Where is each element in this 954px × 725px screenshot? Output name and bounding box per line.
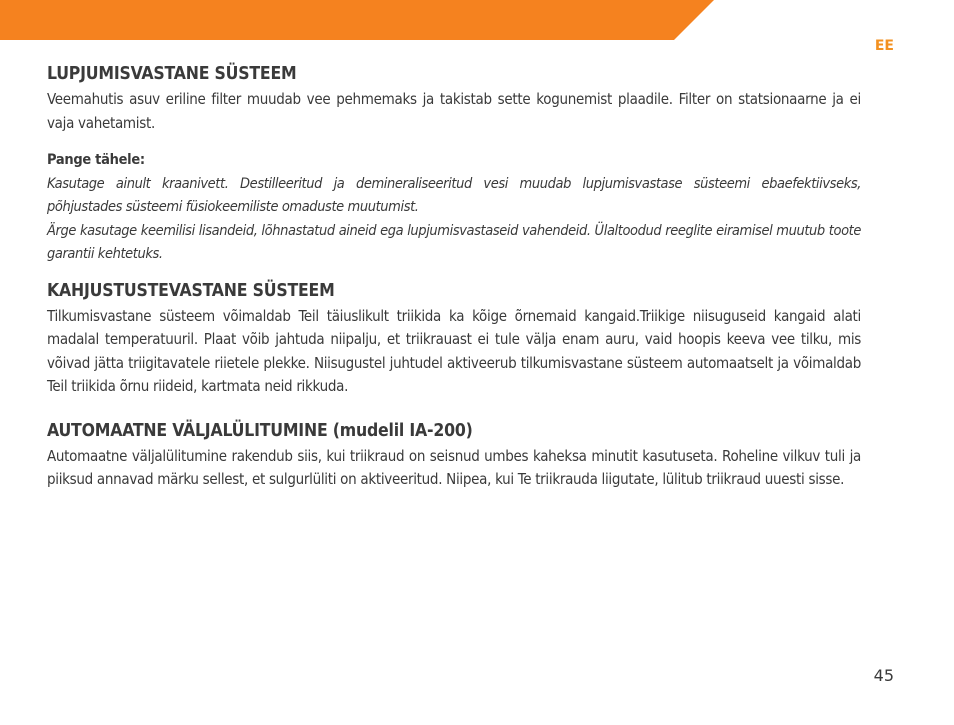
section-title: KAHJUSTUSTEVASTANE SÜSTEEM bbox=[47, 280, 335, 301]
orange-header-band bbox=[0, 0, 954, 40]
page-number: 45 bbox=[873, 666, 894, 685]
section-anti-calc bbox=[47, 62, 861, 267]
note-block bbox=[47, 149, 861, 267]
section-title: LUPJUMISVASTANE SÜSTEEM bbox=[47, 64, 297, 84]
section-auto-off bbox=[47, 419, 861, 492]
note-text: Ärge kasutage keemilisi lisandeid, lõhnastatud aineid ega lupjumisvastaseid vahendeid. Ülaltoodud reeglite eiramisel muutub toote garantii kehtetuks. bbox=[47, 222, 861, 262]
note-label: Pange tähele: bbox=[47, 152, 145, 168]
language-code: EE bbox=[874, 38, 894, 54]
section-body: Tilkumisvastane süsteem võimaldab Teil täiuslikult triikida ka kõige õrnemaid kangaid.Triikige niisuguseid kangaid alati madalal temperatuuril. Plaat võib jahtuda niipalju, et triikrauast ei tule välja enam auru, vaid hoopis keeva vee tilku, mis võivad jätta triigitavatele riietele plekke. Niisugustel juhtudel aktiveerub tilkumisvastane süsteem automaatselt ja võimaldab Teil triikida õrnu riideid, kartmata neid rikkuda. bbox=[47, 306, 861, 395]
section-anti-drip bbox=[47, 279, 861, 399]
section-body: Veemahutis asuv eriline filter muudab vee pehmemaks ja takistab sette kogunemist plaadile. Filter on statsionaarne ja ei vaja vahetamist. bbox=[47, 90, 861, 132]
section-title: AUTOMAATNE VÄLJALÜLITUMINE (mudelil IA-200) bbox=[47, 420, 473, 441]
section-body: Automaatne väljalülitumine rakendub siis, kui triikraud on seisnud umbes kaheksa minutit kasutuseta. Roheline vilkuv tuli ja piiksud annavad märku sellest, et sulgurlüliti on aktiveeritud. Niipea, kui Te triikrauda liigutate, lülitub triikraud uuesti sisse. bbox=[47, 446, 861, 488]
note-text: Kasutage ainult kraanivett. Destilleeritud ja demineraliseeritud vesi muudab lupjumisvastase süsteemi ebaefektiivseks, põhjustades süsteemi füsiokeemiliste omaduste muutumist. bbox=[47, 175, 861, 215]
page-content bbox=[47, 62, 861, 492]
